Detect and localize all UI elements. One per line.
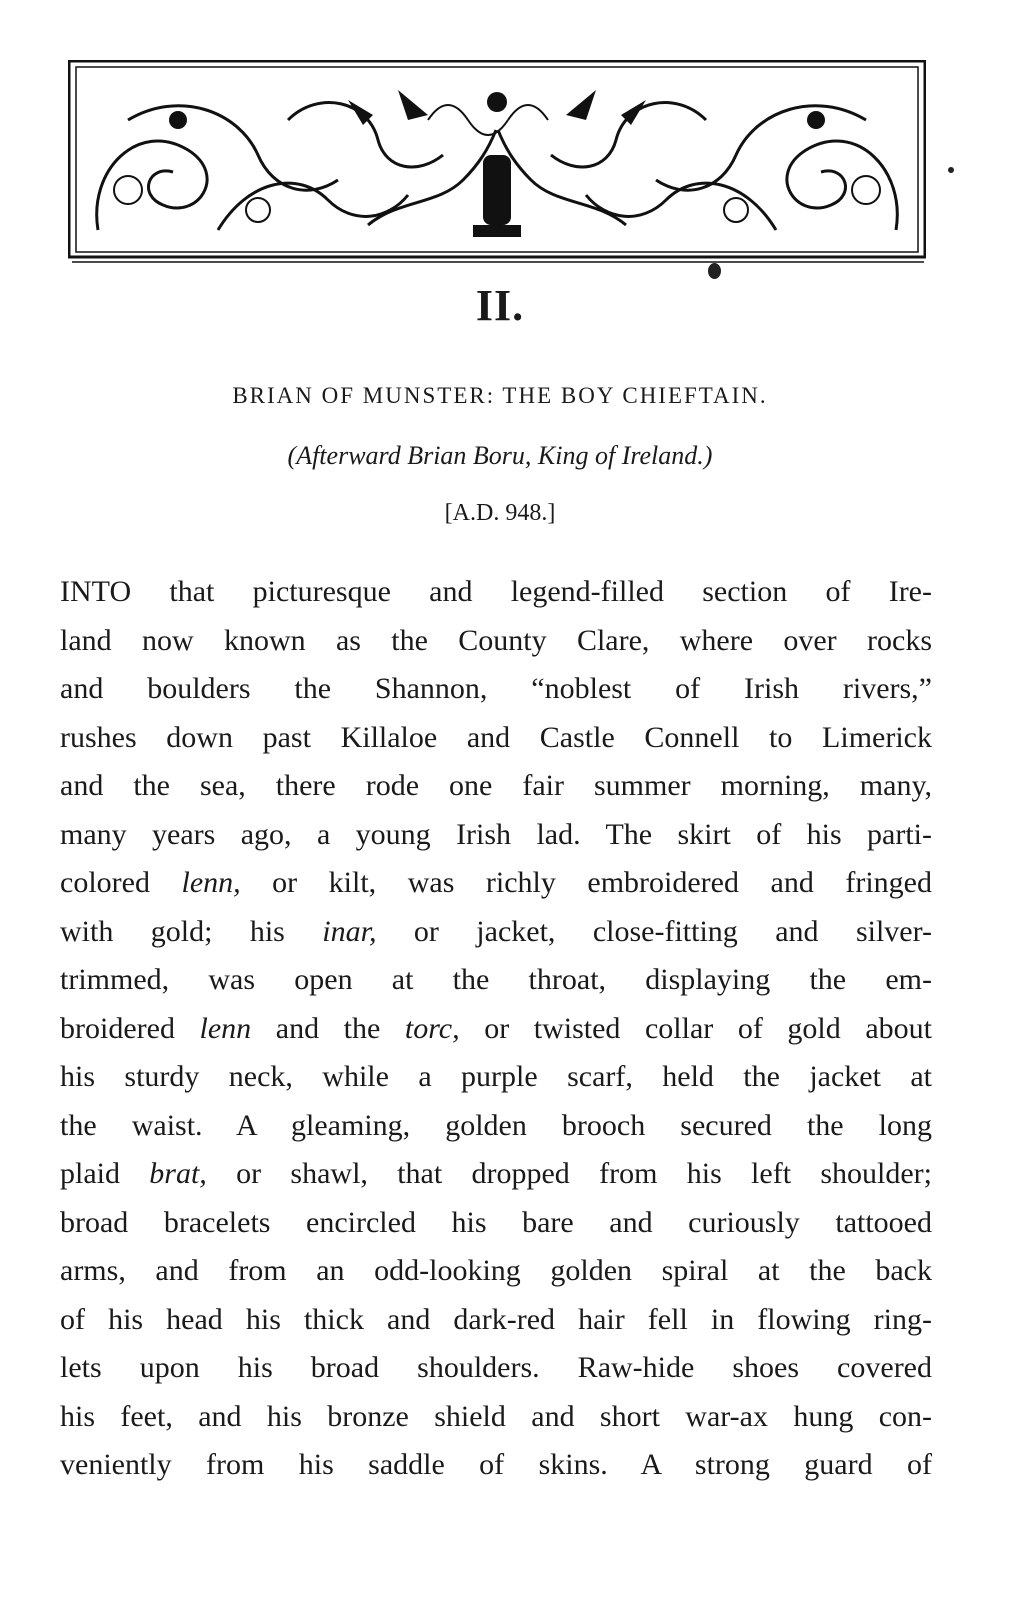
- italic-term: lenn: [199, 1011, 252, 1045]
- text-line: [60, 1053, 932, 1102]
- text-line: [60, 1344, 932, 1393]
- text-line: [60, 1005, 932, 1054]
- body-text: [60, 568, 932, 1490]
- ink-speck: [708, 263, 721, 279]
- text-run: with gold; his: [60, 914, 323, 948]
- text-line: [60, 1296, 932, 1345]
- ornamental-header-illustration: [68, 60, 926, 265]
- text-run: or jacket, close-fitting and silver-: [376, 914, 932, 948]
- text-run: land now known as the County Clare, where over rocks: [60, 623, 932, 657]
- text-line: [60, 714, 932, 763]
- italic-term: brat,: [149, 1157, 207, 1190]
- text-run: broidered: [60, 1011, 200, 1045]
- text-run: his sturdy neck, while a purple scarf, held the jacket at: [60, 1060, 932, 1093]
- text-run: veniently from his saddle of skins. A strong guard of: [60, 1448, 932, 1481]
- chapter-subtitle: (Afterward Brian Boru, King of Ireland.): [287, 441, 713, 470]
- chapter-date: [A.D. 948.]: [444, 500, 556, 526]
- text-line: [60, 811, 932, 860]
- text-line: [60, 1247, 932, 1296]
- text-line: [60, 568, 932, 617]
- text-line: [60, 1441, 932, 1490]
- text-line: [60, 1150, 932, 1199]
- text-line: [60, 1102, 932, 1151]
- text-run: colored: [60, 866, 182, 899]
- text-run: plaid: [60, 1157, 150, 1190]
- ink-speck: [948, 167, 954, 173]
- text-run: lets upon his broad shoulders. Raw-hide shoes covered: [60, 1351, 932, 1384]
- text-run: trimmed, was open at the throat, displaying the em-: [60, 963, 932, 996]
- chapter-number: II.: [475, 281, 525, 330]
- chapter-title: BRIAN OF MUNSTER: THE BOY CHIEFTAIN.: [232, 383, 768, 408]
- italic-term: lenn,: [181, 866, 241, 899]
- text-run: that picturesque and legend-filled section of Ire-: [131, 575, 932, 608]
- text-run: or shawl, that dropped from his left shoulder;: [206, 1157, 932, 1190]
- text-run: and the: [251, 1011, 405, 1045]
- text-line: [60, 1199, 932, 1248]
- text-run: broad bracelets encircled his bare and curiously tattooed: [60, 1205, 932, 1239]
- text-run: arms, and from an odd-looking golden spiral at the back: [60, 1254, 932, 1287]
- text-line: [60, 665, 932, 714]
- text-run: and boulders the Shannon, “noblest of Irish rivers,”: [60, 672, 932, 705]
- italic-term: torc,: [404, 1011, 460, 1045]
- opening-word: INTO: [60, 575, 132, 608]
- text-line: [60, 762, 932, 811]
- text-line: [60, 1393, 932, 1442]
- text-run: or kilt, was richly embroidered and fringed: [240, 866, 932, 899]
- text-run: and the sea, there rode one fair summer morning, many,: [60, 769, 932, 802]
- text-run: his feet, and his bronze shield and short war-ax hung con-: [60, 1399, 932, 1433]
- text-run: the waist. A gleaming, golden brooch secured the long: [60, 1108, 932, 1142]
- text-line: [60, 956, 932, 1005]
- text-line: [60, 617, 932, 666]
- text-run: many years ago, a young Irish lad. The skirt of his parti-: [60, 817, 932, 851]
- text-line: [60, 859, 932, 908]
- text-line: [60, 908, 932, 957]
- italic-term: inar,: [322, 914, 377, 948]
- text-run: rushes down past Killaloe and Castle Connell to Limerick: [60, 720, 932, 754]
- text-run: of his head his thick and dark-red hair fell in flowing ring-: [60, 1302, 932, 1336]
- text-run: or twisted collar of gold about: [459, 1011, 932, 1045]
